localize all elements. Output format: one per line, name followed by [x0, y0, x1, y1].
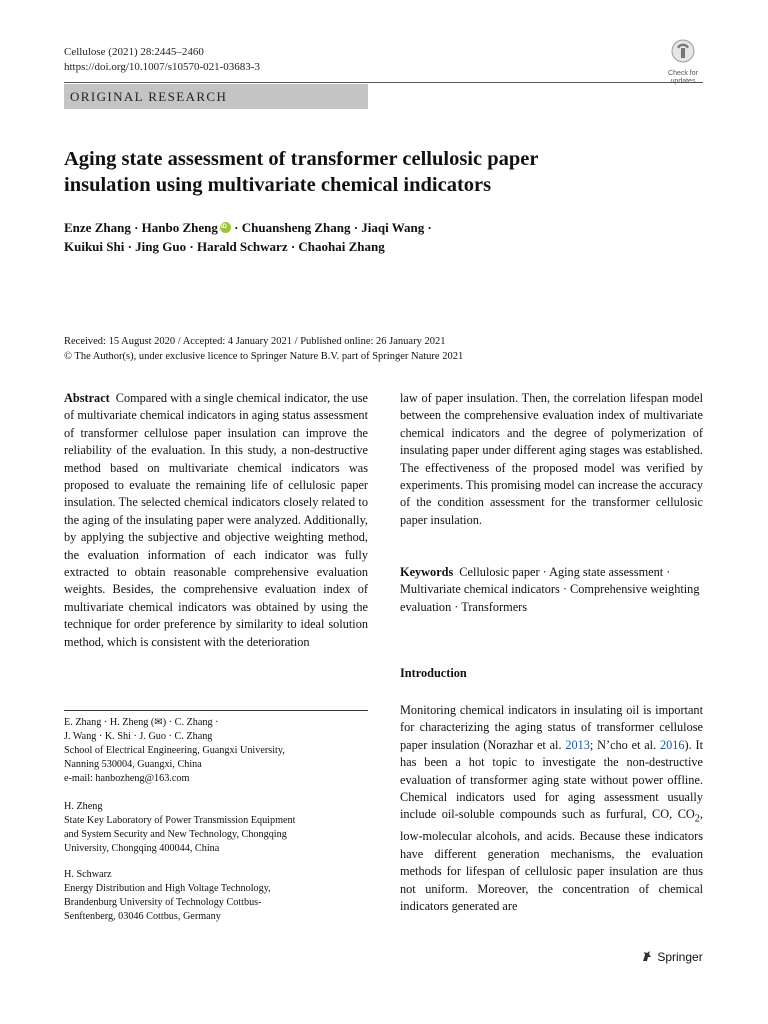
check-for-updates-badge[interactable] — [662, 38, 704, 80]
email-link[interactable]: e-mail: hanbozheng@163.com — [64, 773, 190, 784]
crossmark-icon — [662, 38, 704, 64]
abstract-continued: law of paper insulation. Then, the correlation lifespan model between the comprehensive evaluation index of multivariate chemical indicators and the degree of polymerization of insulating paper under different aging stages was established. The effectiveness of the proposed model was verified by experiments. This promising model can increase the accuracy of the condition assessment for the transformer cellulosic paper insulation. — [400, 391, 703, 527]
keywords — [400, 564, 703, 616]
keywords-text: Cellulosic paper · Aging state assessment · Multivariate chemical indicators · Comprehensive weighting evaluation · Transformers — [400, 565, 700, 614]
authors-line-1b: · Chuansheng Zhang · Jiaqi Wang · — [234, 220, 432, 235]
affiliation-line: Brandenburg University of Technology Cottbus- — [64, 897, 262, 908]
title-line-2: insulation using multivariate chemical indicators — [64, 174, 492, 196]
header-rule — [64, 82, 703, 83]
keywords-heading: Keywords — [400, 565, 454, 579]
intro-text-3: ). It has been a hot topic to investigate the non-destructive evaluation of transformer aging state without power offline. Chemical indicators used for aging assessment usually include oil-soluble compounds such as furfural, CO, CO — [400, 737, 703, 822]
affiliation-line: J. Wang · K. Shi · J. Guo · C. Zhang — [64, 731, 213, 742]
affiliation-block-2 — [64, 800, 368, 856]
check-for-updates-label: Check for — [668, 70, 698, 77]
doi-link[interactable]: https://doi.org/10.1007/s10570-021-03683-3 — [64, 61, 260, 73]
orcid-icon[interactable] — [220, 222, 231, 233]
article-title — [64, 146, 684, 198]
affiliation-line: H. Schwarz — [64, 869, 112, 880]
publication-dates — [64, 334, 704, 364]
intro-text-2: ; N’cho et al. — [589, 737, 660, 752]
affiliation-line: University, Chongqing 400044, China — [64, 843, 220, 854]
springer-horse-icon — [640, 949, 654, 963]
affiliation-line: H. Zheng — [64, 801, 103, 812]
affiliation-rule — [64, 710, 368, 711]
authors-line-1a: Enze Zhang · Hanbo Zheng — [64, 220, 218, 235]
copyright-line: © The Author(s), under exclusive licence to Springer Nature B.V. part of Springer Nature 2021 — [64, 351, 464, 362]
title-line-1: Aging state assessment of transformer cellulosic paper — [64, 148, 539, 170]
subscript: 2 — [694, 813, 700, 825]
intro-text-4: , low-molecular alcohols, and acids. Because these indicators have different generation mechanisms, the evaluation methods for lifespan of cellulosic paper insulation are thus not uniform. Moreover, the concentration of chemical indicators generated are — [400, 807, 703, 913]
citation-link[interactable]: 2016 — [659, 737, 685, 752]
journal-citation: Cellulose (2021) 28:2445–2460 — [64, 46, 204, 58]
affiliation-line: State Key Laboratory of Power Transmission Equipment — [64, 815, 296, 826]
introduction-paragraph — [400, 702, 703, 915]
affiliation-line: School of Electrical Engineering, Guangxi University, — [64, 745, 285, 756]
affiliation-line: and System Security and New Technology, Chongqing — [64, 829, 287, 840]
article-type-tag: ORIGINAL RESEARCH — [64, 84, 368, 109]
affiliation-block-1 — [64, 716, 368, 786]
publisher-name: Springer — [657, 950, 703, 964]
publisher-footer — [640, 949, 703, 964]
intro-text-1: Monitoring chemical indicators in insulating oil is important for characterizing the aging status of transformer cellulose paper insulation (Norazhar et al. — [400, 703, 703, 752]
citation-link[interactable]: 2013 — [565, 737, 590, 752]
authors-line-2: Kuikui Shi · Jing Guo · Harald Schwarz · Chaohai Zhang — [64, 239, 385, 254]
abstract-text: Compared with a single chemical indicator, the use of multivariate chemical indicators in aging status assessment of transformer cellulose paper insulation can improve the reliability of the evaluation. In this study, a non-destructive method based on multivariate chemical indicators was proposed to evaluate the remaining life of cellulosic paper insulation. The selected chemical indicators closely related to the aging of the insulating paper were analyzed. Additionally, by applying the subjective and objective weighting method, the evaluation information of each indicator was fully extracted to obtain reasonable comprehensive evaluation weights. Besides, the comprehensive evaluation index of multivariate chemical indicators was obtained by using the technique for order preference by similarity to ideal solution method, which is consistent with the deterioration — [64, 391, 368, 649]
received-accepted-dates: Received: 15 August 2020 / Accepted: 4 January 2021 / Published online: 26 January 2021 — [64, 336, 446, 347]
affiliation-block-3 — [64, 868, 368, 924]
affiliation-line: Senftenberg, 03046 Cottbus, Germany — [64, 911, 221, 922]
author-list — [64, 218, 704, 256]
affiliation-line: Nanning 530004, Guangxi, China — [64, 759, 202, 770]
affiliation-line: Energy Distribution and High Voltage Technology, — [64, 883, 271, 894]
affiliation-line: E. Zhang · H. Zheng (✉) · C. Zhang · — [64, 717, 219, 728]
abstract — [64, 390, 368, 651]
introduction-heading: Introduction — [400, 666, 467, 680]
abstract-heading: Abstract — [64, 391, 110, 405]
